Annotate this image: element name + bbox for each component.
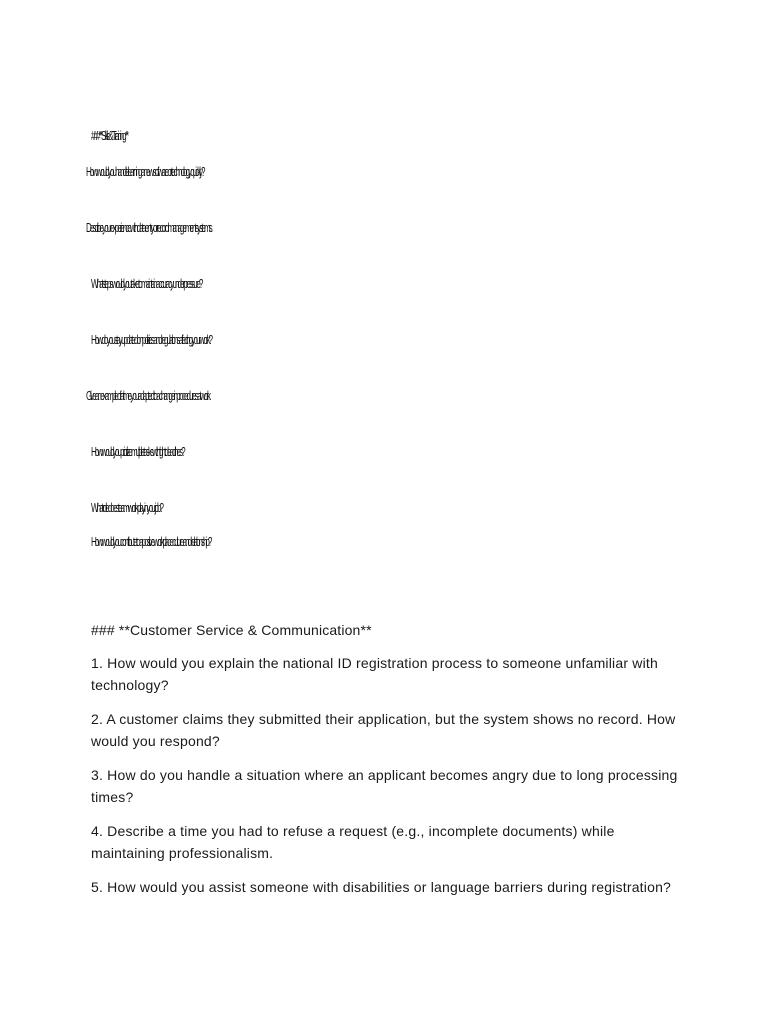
compressed-heading: ### **Skills & Training** xyxy=(91,128,127,143)
compressed-line: Describe your experience with data entry or record management systems. xyxy=(86,220,211,235)
compressed-line: What role does teamwork play in your job? xyxy=(91,500,162,515)
question-item: 2. A customer claims they submitted their application, but the system shows no record. How would you respond? xyxy=(91,711,676,749)
question-item: 1. How would you explain the national ID registration process to someone unfamiliar with technology? xyxy=(91,655,658,693)
compressed-line: How would you prioritize multiple tasks with tight deadlines? xyxy=(91,444,184,459)
compressed-line: What steps would you take to maintain accuracy under pressure? xyxy=(91,276,202,291)
customer-service-section xyxy=(91,620,691,910)
compressed-line: How do you stay updated on policies and regulations affecting your work? xyxy=(91,332,212,347)
section-heading: ### **Customer Service & Communication** xyxy=(91,622,372,638)
compressed-line: Give an example of a time you adapted to a change in procedures at work. xyxy=(86,388,210,403)
compressed-line: How would you contribute to a positive workplace culture and relationship? xyxy=(91,534,211,549)
compressed-line: How would you handle learning a new software or technology quickly? xyxy=(86,164,204,179)
question-item: 3. How do you handle a situation where an applicant becomes angry due to long processing times? xyxy=(91,767,678,805)
question-item: 5. How would you assist someone with disabilities or language barriers during registration? xyxy=(91,879,672,895)
question-item: 4. Describe a time you had to refuse a request (e.g., incomplete documents) while maintaining professionalism. xyxy=(91,823,615,861)
